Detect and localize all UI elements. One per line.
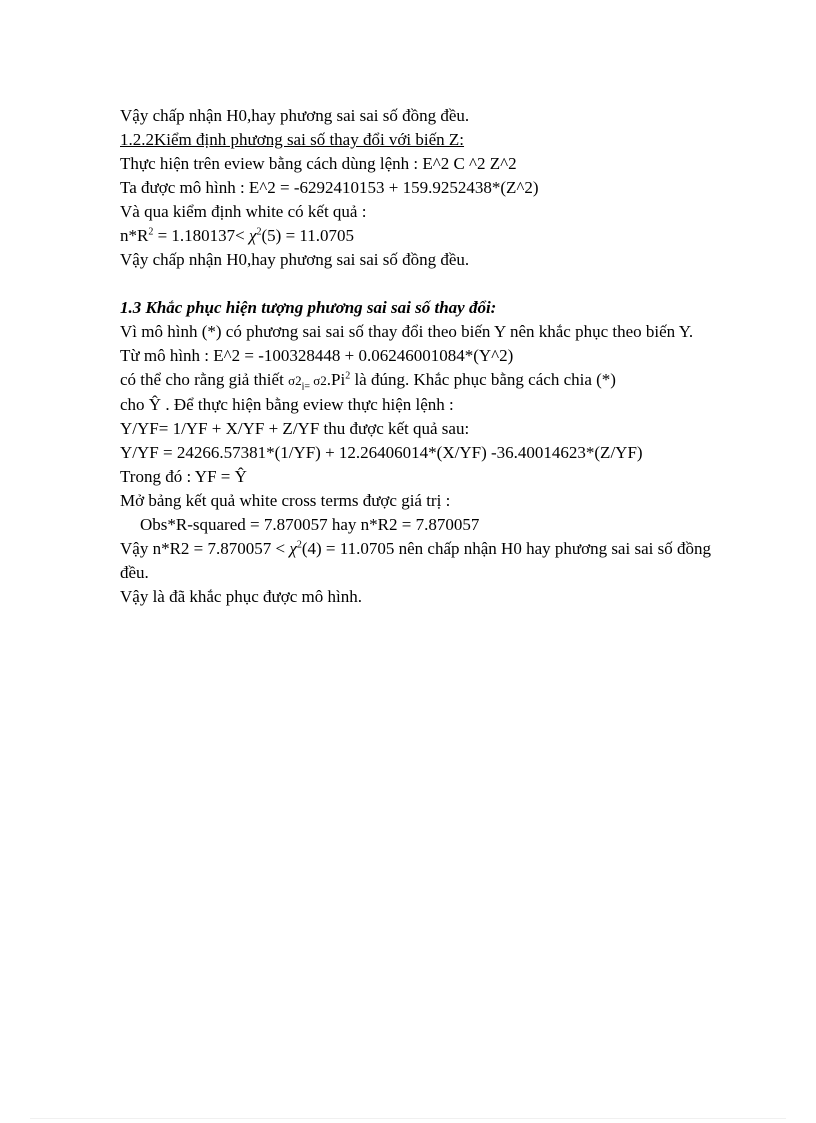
text-line-model-y: Từ mô hình : E^2 = -100328448 + 0.06246001084*(Y^2) <box>120 346 514 365</box>
text-line-eview-command: Thực hiện trên eview bằng cách dùng lệnh : E^2 C ^2 Z^2 <box>120 154 517 173</box>
text-line-model-fixed: Vậy là đã khắc phục được mô hình. <box>120 587 362 606</box>
sigma-symbol: σ2 <box>288 373 302 388</box>
section-heading-1-2-2: 1.2.2Kiểm định phương sai số thay đổi với biến Z: <box>120 130 465 149</box>
nr2-value: = 1.180137< <box>153 226 250 245</box>
section-heading-1-3: 1.3 Khắc phục hiện tượng phương sai sai số thay đổi: <box>120 298 497 317</box>
chi-superscript-2: 2 <box>296 539 302 551</box>
document-body <box>120 104 720 609</box>
pi-superscript: 2 <box>345 370 351 382</box>
text-line-model-z: Ta được mô hình : E^2 = -6292410153 + 159.9252438*(Z^2) <box>120 178 539 197</box>
text-line-conclusion <box>120 537 720 585</box>
sigma-symbol-2: σ2 <box>310 373 327 388</box>
assumption-tail: là đúng. Khắc phục bằng cách chia (*) <box>350 370 616 389</box>
text-line-accept-h0: Vậy chấp nhận H0,hay phương sai sai số đồng đều. <box>120 106 470 125</box>
sigma-subscript: i= <box>301 381 310 393</box>
page-bottom-divider <box>30 1118 786 1119</box>
text-line-fix-by-y: Vì mô hình (*) có phương sai sai số thay đổi theo biến Y nên khắc phục theo biến Y. <box>120 322 694 341</box>
text-line-white-test: Và qua kiểm định white có kết quả : <box>120 202 367 221</box>
chi-symbol: χ <box>249 226 257 245</box>
assumption-text: có thể cho rằng giả thiết <box>120 370 289 389</box>
chi-value: (5) = 11.0705 <box>261 226 355 245</box>
text-line-accept-h0-2: Vậy chấp nhận H0,hay phương sai sai số đồng đều. <box>120 250 470 269</box>
text-line-obs-rsquared: Obs*R-squared = 7.870057 hay n*R2 = 7.870057 <box>140 515 480 534</box>
nr2-superscript: 2 <box>148 226 154 238</box>
text-line-assumption <box>120 368 720 393</box>
nr2-label: n*R <box>120 226 149 245</box>
chi-superscript: 2 <box>256 226 262 238</box>
text-line-divide-yhat: cho Ŷ . Để thực hiện bằng eview thực hiện lệnh : <box>120 395 454 414</box>
conclusion-text: Vậy n*R2 = 7.870057 < <box>120 539 290 558</box>
conclusion-tail: (4) = 11.0705 nên chấp nhận H0 hay phương sai sai số đồng đều. <box>120 539 711 582</box>
text-line-yf-definition: Trong đó : YF = Ŷ <box>120 467 247 486</box>
text-line-white-cross: Mở bảng kết quả white cross terms được giá trị : <box>120 491 451 510</box>
pi-text: .Pi <box>326 370 346 389</box>
chi-symbol-2: χ <box>289 539 297 558</box>
text-line-yyf-result: Y/YF = 24266.57381*(1/YF) + 12.26406014*(X/YF) -36.40014623*(Z/YF) <box>120 443 643 462</box>
text-line-yyf-command: Y/YF= 1/YF + X/YF + Z/YF thu được kết quả sau: <box>120 419 470 438</box>
text-line-nr2-result <box>120 224 720 248</box>
